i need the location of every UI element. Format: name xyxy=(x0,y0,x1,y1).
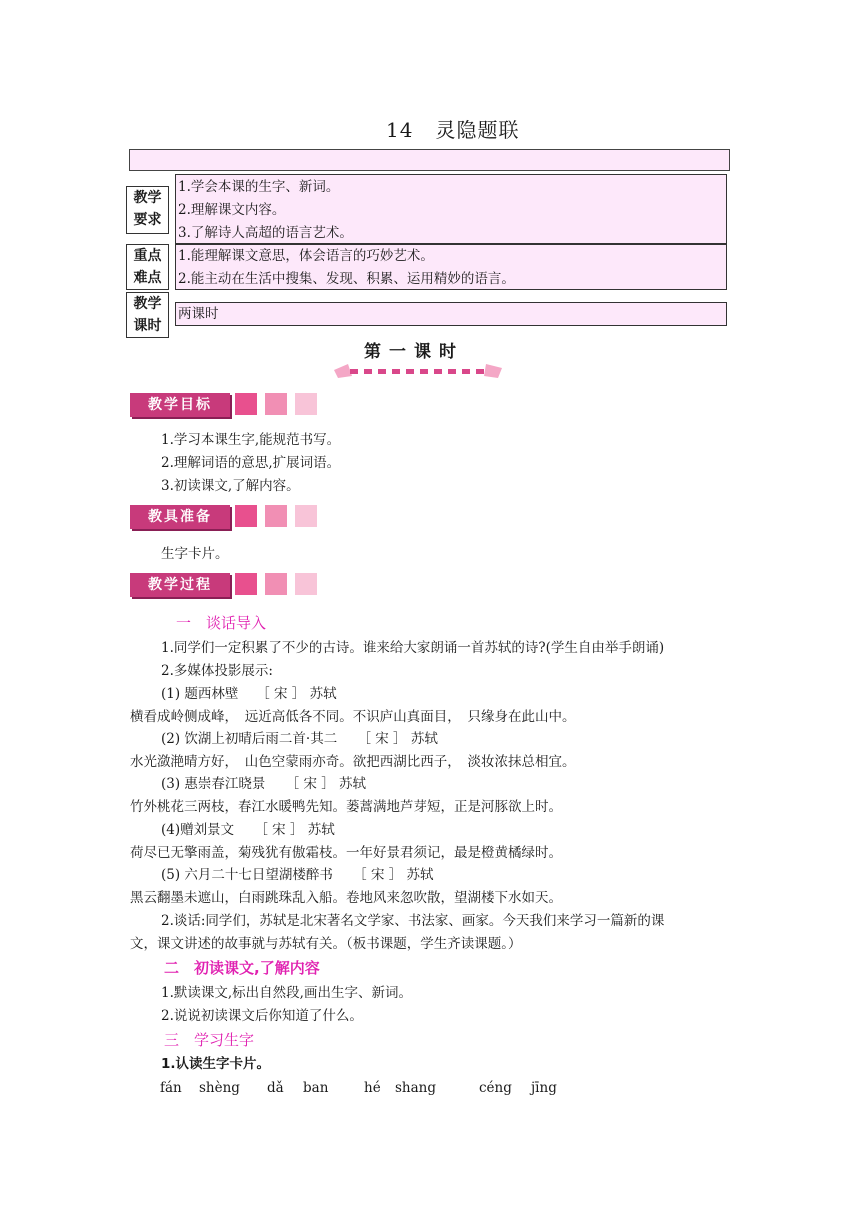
page-title xyxy=(386,114,519,143)
paragraph: 文，课文讲述的故事就与苏轼有关。（板书课题，学生齐读课题。） xyxy=(130,936,522,952)
label-hours xyxy=(126,292,169,338)
label-line: 教学 xyxy=(133,190,162,206)
dotted-ribbon-decoration xyxy=(334,362,504,380)
deco-square xyxy=(265,393,287,415)
label-requirements xyxy=(126,186,169,234)
table-header-bar xyxy=(129,149,730,171)
deco-square xyxy=(235,505,257,527)
goal-item: 3.初读课文,了解内容。 xyxy=(161,478,300,494)
lesson-name: 灵隐题联 xyxy=(435,118,520,142)
hours-box xyxy=(175,302,727,326)
poem-title: (2) 饮湖上初晴后雨二首·其二 ［ 宋 ］ 苏轼 xyxy=(161,731,438,747)
deco-square xyxy=(235,393,257,415)
poem-title: (5) 六月二十七日望湖楼醉书 ［ 宋 ］ 苏轼 xyxy=(161,867,434,883)
paragraph: 1.默读课文,标出自然段,画出生字、新词。 xyxy=(161,985,412,1001)
pinyin: céng xyxy=(479,1080,512,1096)
deco-square xyxy=(295,393,317,415)
part-heading: 三 学习生字 xyxy=(164,1031,255,1049)
key-points-box xyxy=(175,244,727,290)
part-heading: 一 谈话导入 xyxy=(176,614,267,632)
label-line: 要求 xyxy=(133,212,162,228)
paragraph: 2.说说初读课文后你知道了什么。 xyxy=(161,1008,363,1024)
hours-value: 两课时 xyxy=(178,306,219,322)
list-item: 1.能理解课文意思，体会语言的巧妙艺术。 xyxy=(178,248,434,264)
pinyin: jīng xyxy=(531,1080,557,1096)
poem-title: (3) 惠崇春江晓景 ［ 宋 ］ 苏轼 xyxy=(161,776,367,792)
label-key-points xyxy=(126,244,169,290)
poem-line: 横看成岭侧成峰， 远近高低各不同。不识庐山真面目， 只缘身在此山中。 xyxy=(130,709,576,725)
goal-item: 1.学习本课生字,能规范书写。 xyxy=(161,432,341,448)
pinyin: shèng xyxy=(199,1080,240,1096)
label-line: 课时 xyxy=(133,318,162,334)
list-item: 1.学会本课的生字、新词。 xyxy=(178,179,340,195)
list-item: 3.了解诗人高超的语言艺术。 xyxy=(178,225,353,241)
poem-title: (4)赠刘景文 ［ 宋 ］ 苏轼 xyxy=(161,822,335,838)
deco-square xyxy=(265,573,287,595)
label-line: 教学 xyxy=(133,296,162,312)
paragraph: 1.同学们一定积累了不少的古诗。谁来给大家朗诵一首苏轼的诗?(学生自由举手朗诵) xyxy=(161,640,665,656)
deco-square xyxy=(295,573,317,595)
pinyin: fán xyxy=(160,1080,182,1096)
list-item: 2.能主动在生活中搜集、发现、积累、运用精妙的语言。 xyxy=(178,271,515,287)
label-line: 难点 xyxy=(133,270,162,286)
paragraph: 2.多媒体投影展示: xyxy=(161,663,273,679)
deco-square xyxy=(295,505,317,527)
deco-square xyxy=(265,505,287,527)
section-tag-goals: 教学目标 xyxy=(130,393,230,417)
deco-square xyxy=(235,573,257,595)
pinyin: dǎ xyxy=(267,1080,284,1096)
poem-title: (1) 题西林壁 ［ 宋 ］ 苏轼 xyxy=(161,686,337,702)
paragraph: 1.认读生字卡片。 xyxy=(161,1056,271,1072)
poem-line: 竹外桃花三两枝，春江水暖鸭先知。蒌蒿满地芦芽短，正是河豚欲上时。 xyxy=(130,799,562,815)
pinyin: shang xyxy=(395,1080,437,1096)
goal-item: 2.理解词语的意思,扩展词语。 xyxy=(161,455,341,471)
lesson-number: 14 xyxy=(386,118,414,142)
paragraph: 2.谈话:同学们，苏轼是北宋著名文学家、书法家、画家。今天我们来学习一篇新的课 xyxy=(161,913,665,929)
part-heading: 二 初读课文,了解内容 xyxy=(164,959,320,977)
pinyin: hé xyxy=(364,1080,381,1096)
tools-text: 生字卡片。 xyxy=(161,546,229,562)
section-tag-tools: 教具准备 xyxy=(130,505,230,529)
label-line: 重点 xyxy=(133,248,162,264)
pinyin: ban xyxy=(303,1080,329,1096)
section-tag-process: 教学过程 xyxy=(130,573,230,597)
lesson-heading: 第一课时 xyxy=(364,342,464,362)
poem-line: 水光潋滟晴方好， 山色空蒙雨亦奇。欲把西湖比西子， 淡妆浓抹总相宜。 xyxy=(130,754,576,770)
list-item: 2.理解课文内容。 xyxy=(178,202,286,218)
poem-line: 黑云翻墨未遮山，白雨跳珠乱入船。卷地风来忽吹散，望湖楼下水如天。 xyxy=(130,890,562,906)
requirements-box xyxy=(175,174,727,244)
poem-line: 荷尽已无擎雨盖，菊残犹有傲霜枝。一年好景君须记，最是橙黄橘绿时。 xyxy=(130,845,562,861)
